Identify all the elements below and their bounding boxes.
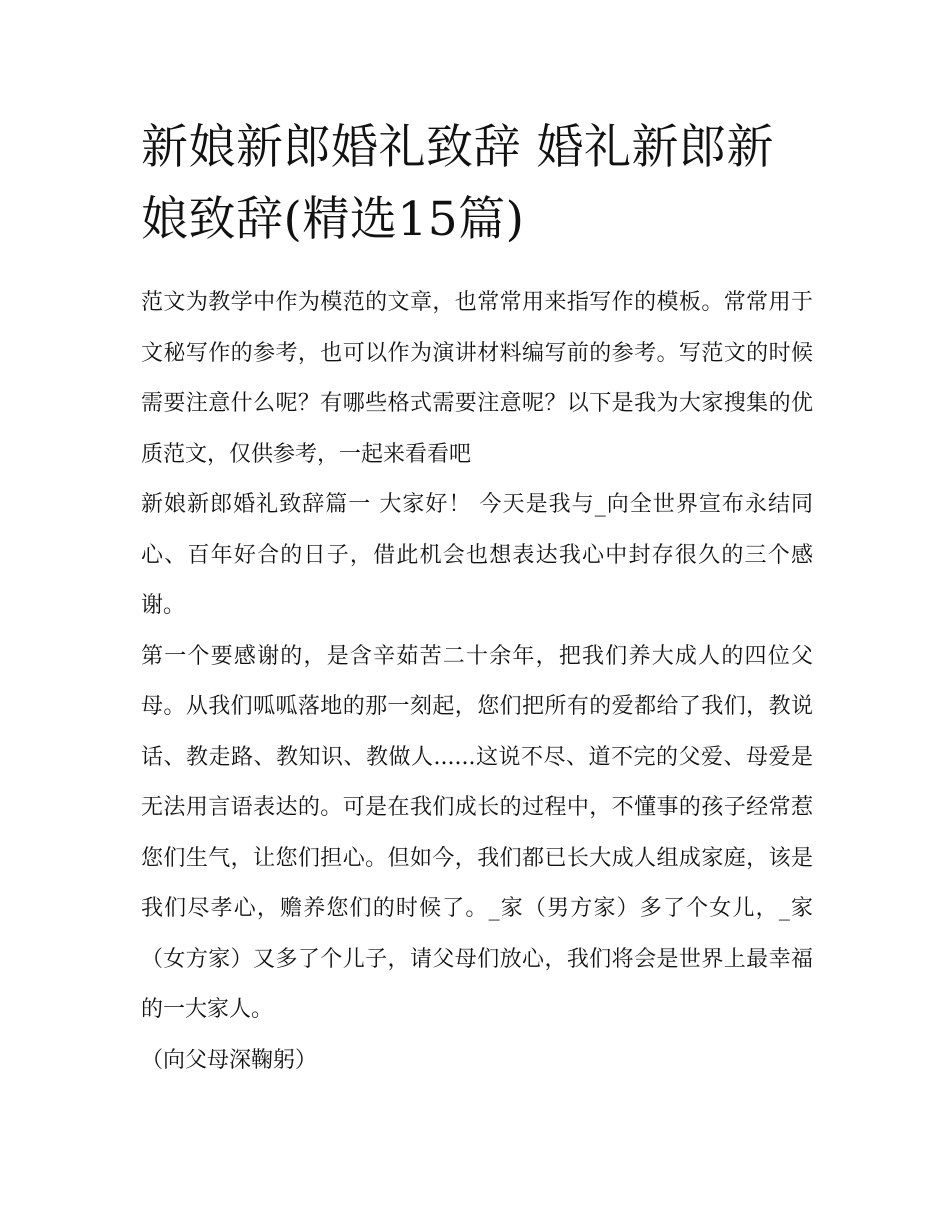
- intro-paragraph: 范文为教学中作为模范的文章，也常常用来指写作的模板。常常用于文秘写作的参考，也可以作为演讲材料编写前的参考。写范文的时候需要注意什么呢？有哪些格式需要注意呢？以下是我为大家搜集的优质范文，仅供参考，一起来看看吧: [141, 290, 813, 467]
- bow-stage-direction: （向父母深鞠躬）: [141, 1047, 318, 1073]
- document-title: 新娘新郎婚礼致辞 婚礼新郎新娘致辞(精选15篇): [141, 120, 774, 247]
- thanks-parents-paragraph: 第一个要感谢的，是含辛茹苦二十余年，把我们养大成人的四位父母。从我们呱呱落地的那一刻起，您们把所有的爱都给了我们，教说话、教走路、教知识、教做人......这说不尽、道不完的父爱、母爱是无法用言语表达的。可是在我们成长的过程中，不懂事的孩子经常惹您们生气，让您们担心。但如今，我们都已长大成人组成家庭，该是我们尽孝心，赡养您们的时候了。_家（男方家）多了个女儿，_家（女方家）又多了个儿子，请父母们放心，我们将会是世界上最幸福的一大家人。: [141, 643, 813, 1022]
- speech-opening-paragraph: 新娘新郎婚礼致辞篇一 大家好！ 今天是我与_向全世界宣布永结同心、百年好合的日子，借此机会也想表达我心中封存很久的三个感谢。: [141, 492, 813, 618]
- document-content: [141, 112, 813, 1086]
